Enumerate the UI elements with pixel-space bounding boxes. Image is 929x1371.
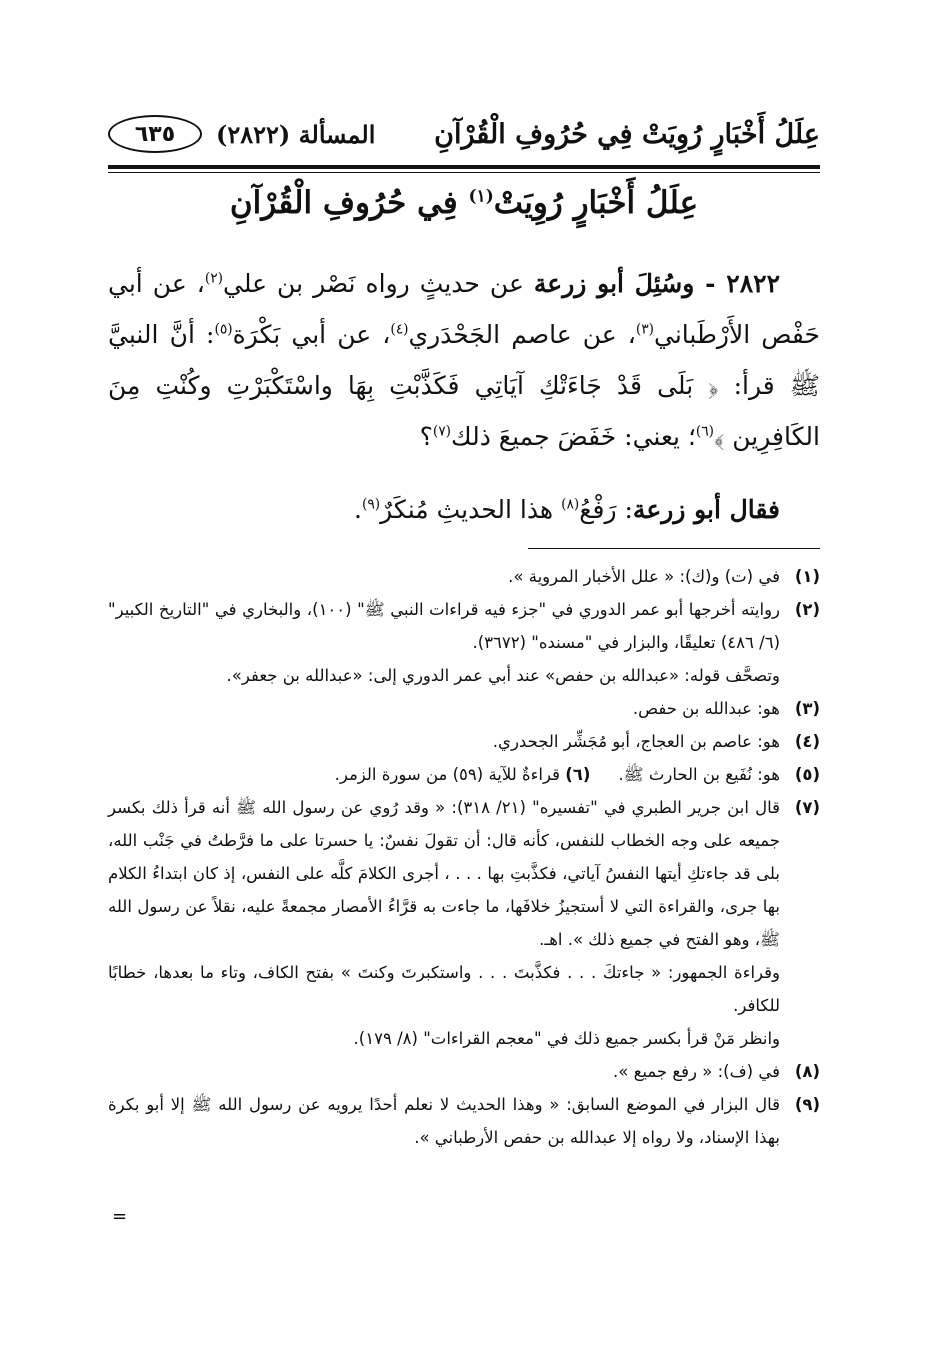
question-paragraph bbox=[108, 258, 820, 462]
question-text-a: عن حديثٍ رواه نَصْر بن علي bbox=[222, 269, 534, 298]
footnote-ref-9[interactable]: (٩) bbox=[361, 496, 381, 513]
footnote-text-combined bbox=[108, 758, 780, 791]
chapter-title-rest: فِي حُرُوفِ الْقُرْآنِ bbox=[229, 185, 469, 221]
footnote-number: (٥) bbox=[794, 765, 820, 784]
question-text-d: ، عن أبي بَكْرَة bbox=[232, 320, 391, 349]
answer-period: . bbox=[354, 495, 362, 524]
footnote-ref-1[interactable]: (١) bbox=[468, 186, 494, 207]
footnote-ref-5[interactable]: (٥) bbox=[214, 321, 233, 338]
entry-number: ٢٨٢٢ - bbox=[694, 269, 780, 298]
footnote-ref-2[interactable]: (٢) bbox=[204, 270, 223, 287]
footnote-text: في (ت) و(ك): « علل الأخبار المروية ». bbox=[508, 567, 780, 586]
footnote bbox=[108, 725, 820, 758]
footnote-number: (٦) bbox=[565, 765, 591, 784]
footnote bbox=[108, 692, 820, 725]
footnote-text: قال ابن جرير الطبري في "تفسيره" (٢١/ ٣١٨): « وقد رُوي عن رسول الله ﷺ أنه قرأ ذلك بكسر جميعه على وجه الخطاب للنفس، كأنه قال: أن تقولَ نفسٌ: يا حسرتا على ما فرَّطتُ في جَنْب الله، بلى قد جاءتكِ أيتها النفسُ آياتي، فكذَّبتِ بها . . . ، أجرى الكلامَ كلَّه على النفس، إذ كان ابتداءُ الكلام بها جرى، والقراءة التي لا أستجيزُ خلافَها، ما جاءت به قرَّاءُ الأمصار مجمعةً عليه، نقلاً عن رسول الله ﷺ، وهو الفتح في جميع ذلك ». اهـ. bbox=[108, 798, 780, 949]
questioner: وسُئِلَ أبو زرعة bbox=[533, 269, 695, 298]
footnote-number: (٤) bbox=[794, 732, 820, 751]
question-mark: ؟ bbox=[419, 422, 433, 451]
footnotes bbox=[108, 560, 820, 1154]
footnote bbox=[108, 758, 820, 791]
main-text bbox=[108, 258, 820, 462]
footnote-ref-7[interactable]: (٧) bbox=[432, 423, 452, 440]
footnote-ref-4[interactable]: (٤) bbox=[390, 321, 409, 338]
chapter-heading bbox=[108, 185, 820, 221]
chapter-title: عِلَلُ أَخْبَارٍ رُوِيَتْ bbox=[493, 185, 699, 221]
footnote-number: (٨) bbox=[794, 1062, 820, 1081]
footnote-text: هو: عاصم بن العجاج، أبو مُجَشِّر الجحدري. bbox=[492, 732, 780, 751]
continuation-mark: = bbox=[112, 1206, 128, 1227]
footnote bbox=[108, 560, 820, 593]
footnote bbox=[108, 1088, 820, 1154]
running-header-meta bbox=[108, 115, 375, 153]
footnote-ref-8[interactable]: (٨) bbox=[561, 496, 580, 513]
page-number: ٦٣٥ bbox=[108, 115, 202, 153]
answer-paragraph bbox=[108, 484, 820, 535]
footnote-ref-3[interactable]: (٣) bbox=[635, 321, 655, 338]
header-rule-thin bbox=[108, 172, 820, 173]
footnote-text: في (ف): « رفع جميع ». bbox=[613, 1062, 780, 1081]
footnote-text: وقراءة الجمهور: « جاءتكَ . . . فكذَّبتَ . . . واستكبرتَ وكنتَ » بفتح الكاف، وتاء ما بعدها، خطابًا للكافر. bbox=[108, 963, 780, 1015]
footnote-number: (٢) bbox=[794, 600, 820, 619]
footnote-ref-6[interactable]: (٦) bbox=[695, 423, 715, 440]
question-text-c: ، عن عاصم الجَحْدَري bbox=[408, 320, 636, 349]
footnote-number: (٧) bbox=[794, 798, 820, 817]
footnote-number: (٩) bbox=[794, 1095, 820, 1114]
question-text-b: ، عن أبي حَفْص الأَرْطَباني bbox=[108, 269, 820, 349]
header-rule bbox=[108, 165, 820, 169]
answer-text-a: : رَفْعُ bbox=[579, 495, 633, 524]
footnote-text: وانظر مَنْ قرأ بكسر جميع ذلك في "معجم القراءات" (٨/ ١٧٩). bbox=[353, 1029, 780, 1048]
running-header-title: عِلَلُ أَخْبَارٍ رُوِيَتْ فِي حُرُوفِ الْقُرْآنِ bbox=[434, 118, 820, 150]
footnote-text: قراءةٌ للآية (٥٩) من سورة الزمر. bbox=[334, 765, 560, 784]
footnote bbox=[108, 593, 820, 692]
question-text-f: ؛ يعني: خَفَضَ جميعَ ذلك bbox=[451, 422, 696, 451]
answer-speaker: فقال أبو زرعة bbox=[632, 495, 780, 524]
answer-text-b: هذا الحديثِ مُنكَرٌ bbox=[380, 495, 562, 524]
footnote bbox=[108, 791, 820, 1055]
footnote-text: قال البزار في الموضع السابق: « وهذا الحديث لا نعلم أحدًا يرويه عن رسول الله ﷺ إلا أبو بكرة بهذا الإسناد، ولا رواه إلا عبدالله بن حفص الأرطباني ». bbox=[108, 1095, 780, 1147]
footnote bbox=[108, 1055, 820, 1088]
footnote-number: (١) bbox=[794, 567, 820, 586]
footnote-number: (٣) bbox=[794, 699, 820, 718]
running-header bbox=[108, 112, 820, 156]
quranic-verse: : أنَّ النبيَّ ﷺ قرأ: ﴿ بَلَى قَدْ جَاءَتْكِ آيَاتِي فَكَذَّبْتِ بِهَا واسْتَكْبَرْتِ وكُنْتِ مِنَ الكَافِرِين ﴾ bbox=[108, 320, 820, 451]
footnote-text: روايته أخرجها أبو عمر الدوري في "جزء فيه قراءات النبي ﷺ" (١٠٠)، والبخاري في "التاريخ الكبير" (٦/ ٤٨٦) تعليقًا، والبزار في "مسنده" (٣٦٧٢). bbox=[108, 600, 781, 652]
footnote-text: وتصحَّف قوله: «عبدالله بن حفص» عند أبي عمر الدوري إلى: «عبدالله بن جعفر». bbox=[226, 666, 780, 685]
footnote-separator bbox=[528, 548, 820, 549]
footnote-text: هو: نُفَيع بن الحارث ﷺ. bbox=[618, 765, 780, 784]
masala-number: المسألة (٢٨٢٢) bbox=[216, 119, 376, 149]
footnote-text: هو: عبدالله بن حفص. bbox=[632, 699, 780, 718]
